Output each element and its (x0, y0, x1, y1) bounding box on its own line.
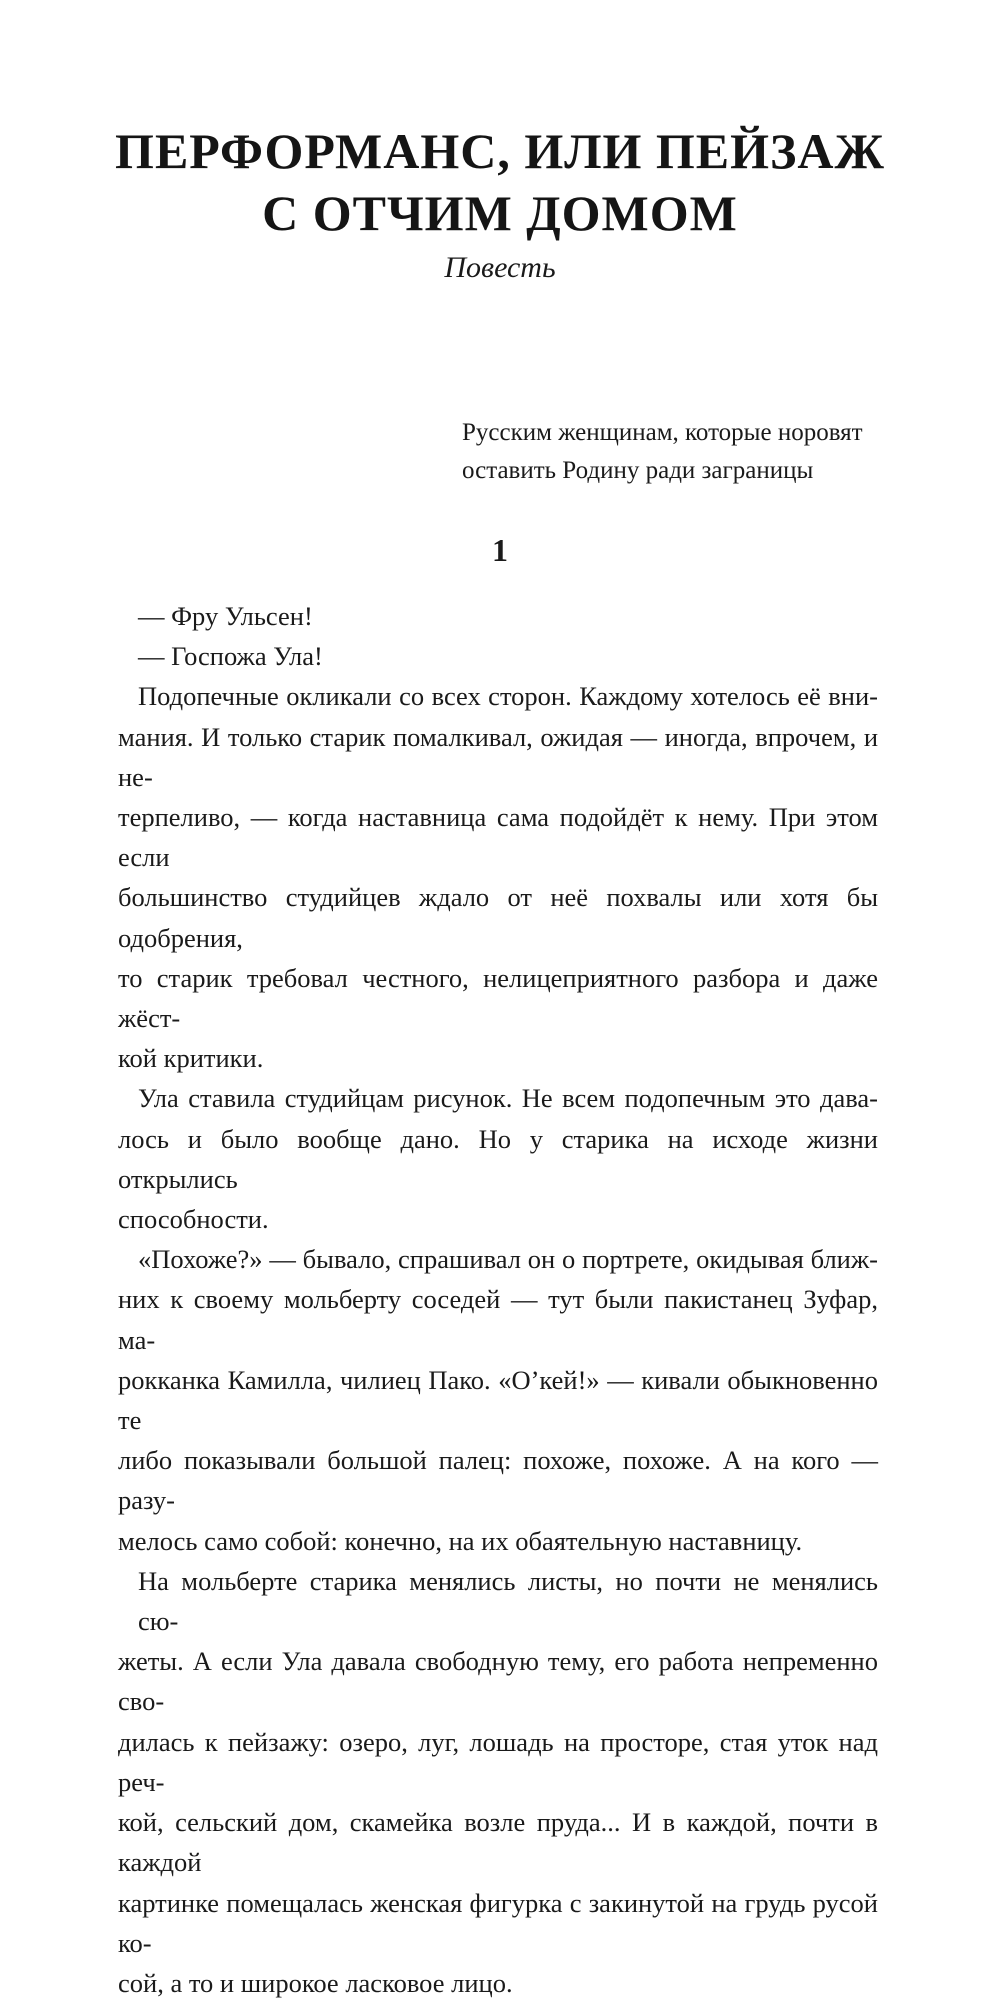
text-line: либо показывали большой палец: похоже, похоже. А на кого — разу- (118, 1445, 878, 1516)
story-title-line-2: С ОТЧИМ ДОМОМ (262, 185, 738, 241)
body-text (118, 596, 878, 2003)
text-line: кой, сельский дом, скамейка возле пруда... И в каждой, почти в каждой (118, 1807, 878, 1878)
paragraph-dialog-1 (118, 596, 878, 636)
epigraph-line-2: оставить Родину ради заграницы (462, 457, 814, 484)
text-line: На мольберте старика менялись листы, но почти не менялись сю- (138, 1565, 878, 1637)
text-line: рокканка Камилла, чилиец Пако. «О’кей!» — кивали обыкновенно те (118, 1364, 878, 1436)
text-line: терпеливо, — когда наставница сама подойдёт к нему. При этом если (118, 802, 878, 873)
text-line: лось и было вообще дано. Но у старика на исходе жизни открылись (118, 1123, 878, 1194)
text-line: — Госпожа Ула! (138, 641, 323, 672)
story-subtitle: Повесть (444, 251, 556, 284)
paragraph-dialog-2 (118, 636, 878, 676)
text-line: них к своему мольберту соседей — тут были пакистанец Зуфар, ма- (118, 1284, 878, 1355)
text-line: то старик требовал честного, нелицеприятного разбора и даже жёст- (118, 962, 878, 1034)
story-title-line-1: ПЕРФОРМАНС, ИЛИ ПЕЙЗАЖ (115, 123, 885, 179)
paragraph-4 (118, 1078, 878, 1239)
text-line: «Похоже?» — бывало, спрашивал он о портрете, окидывая ближ- (138, 1244, 878, 1275)
text-line: Подопечные окликали со всех сторон. Каждому хотелось её вни- (138, 681, 878, 712)
text-line: большинство студийцев ждало от неё похвалы или хотя бы одобрения, (118, 882, 878, 953)
text-line: жеты. А если Ула давала свободную тему, его работа непременно сво- (118, 1646, 878, 1717)
text-line: — Фру Ульсен! (138, 601, 313, 631)
text-line: Ула ставила студийцам рисунок. Не всем подопечным это дава- (138, 1083, 878, 1114)
story-title (0, 120, 1000, 244)
text-line: дилась к пейзажу: озеро, луг, лошадь на просторе, стая уток над реч- (118, 1726, 878, 1797)
epigraph-line-1: Русским женщинам, которые норовят (462, 419, 863, 446)
text-line: мания. И только старик помалкивал, ожидая — иногда, впрочем, и не- (118, 721, 878, 792)
chapter-number: 1 (492, 532, 508, 568)
text-line: кой критики. (118, 1043, 264, 1074)
paragraph-3 (118, 676, 878, 1078)
text-line: сой, а то и широкое ласковое лицо. (118, 1967, 513, 1998)
text-line: способности. (118, 1204, 269, 1235)
text-line: мелось само собой: конечно, на их обаятельную наставницу. (118, 1525, 803, 1556)
text-line: картинке помещалась женская фигурка с закинутой на грудь русой ко- (118, 1887, 878, 1958)
epigraph (462, 414, 942, 490)
paragraph-5 (118, 1239, 878, 1561)
paragraph-6 (118, 1561, 878, 2003)
